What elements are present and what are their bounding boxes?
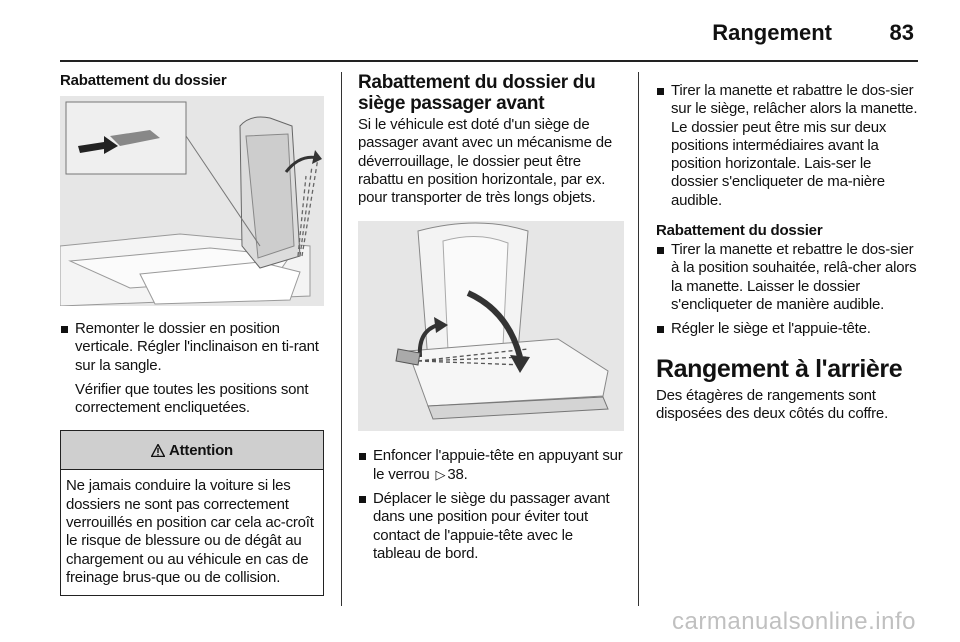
page-number: 83 <box>889 20 914 45</box>
rear-seat-drawing <box>60 96 324 306</box>
bullet-square-icon <box>61 326 68 333</box>
bullet-text: Régler le siège et l'appuie-tête. <box>671 320 871 338</box>
bullet-square-icon <box>657 88 664 95</box>
bullet-press-headrest <box>358 447 624 484</box>
bullet-move-seat <box>358 490 624 563</box>
rear-seat-illustration <box>60 96 324 306</box>
subheading-fold-backrest: Rabattement du dossier <box>656 222 823 240</box>
bullet-pull-lever-raise <box>656 241 918 314</box>
warning-box <box>60 430 324 596</box>
page-ref-number: 38. <box>447 465 468 483</box>
bullet-pull-lever <box>656 82 918 210</box>
bullet-text: Tirer la manette et rebattre le dos-sier à la position souhaitée, relâ-cher alors la manette. Laisser le dossier s'encliqueter de manière audible. <box>671 241 917 313</box>
section-heading-rear-seat: Rabattement du dossier <box>60 72 227 89</box>
column-3 <box>656 82 918 423</box>
column-divider-1 <box>341 72 342 606</box>
bullet-raise-backrest <box>60 320 324 375</box>
rear-storage-text: Des étagères de rangements sont disposées des deux côtés du coffre. <box>656 386 889 422</box>
warning-label: Attention <box>168 441 233 459</box>
bullet-text: Tirer la manette et rabattre le dos-sier sur le siège, relâcher alors la manette. Le dossier peut être mis sur deux positions intermédiaires avant la position horizontale. Lais-ser le dossier s'encliqueter de ma-nière audible. <box>671 82 918 209</box>
section-heading-rear-storage: Rangement à l'arrière <box>656 354 903 383</box>
bullet-square-icon <box>359 496 366 503</box>
bullet-text: Remonter le dossier en position verticale. Régler l'inclinaison en ti-rant sur la sangle. <box>75 320 319 374</box>
bullet-text: Déplacer le siège du passager avant dans une position pour éviter tout contact de l'appuie-tête avec le tableau de bord. <box>373 490 610 562</box>
page-ref-arrow-icon: ▷ <box>435 466 446 482</box>
page-title: Rangement <box>712 20 832 45</box>
bullet-square-icon <box>359 453 366 460</box>
watermark: carmanualsonline.info <box>672 608 916 635</box>
bullet-text: Enfoncer l'appuie-tête en appuyant sur le verrou <box>373 447 623 483</box>
column-1 <box>60 72 324 596</box>
column-divider-2 <box>638 72 639 606</box>
warning-header <box>61 431 323 470</box>
column-2 <box>358 72 624 563</box>
section-heading-front-seat: Rabattement du dossier du siège passager avant <box>358 72 596 114</box>
warning-triangle-icon <box>151 444 165 457</box>
bullet-square-icon <box>657 247 664 254</box>
bullet-adjust-seat <box>656 320 918 338</box>
bullet-square-icon <box>657 326 664 333</box>
front-seat-intro: Si le véhicule est doté d'un siège de passager avant avec un mécanisme de déverrouillage, le dossier peut être rabattu en position horizontale, par ex. pour transporter de très longs objets. <box>358 116 612 207</box>
check-positions-text: Vérifier que toutes les positions sont correctement encliquetées. <box>75 380 309 417</box>
page-header <box>60 14 918 62</box>
warning-text: Ne jamais conduire la voiture si les dossiers ne sont pas correctement verrouillés en position car cela ac-croît le risque de blessure ou de dégât au chargement ou au véhicule en cas de freinage brus-que ou de collision. <box>66 477 314 586</box>
front-seat-illustration <box>358 221 624 431</box>
front-seat-drawing <box>358 221 624 431</box>
